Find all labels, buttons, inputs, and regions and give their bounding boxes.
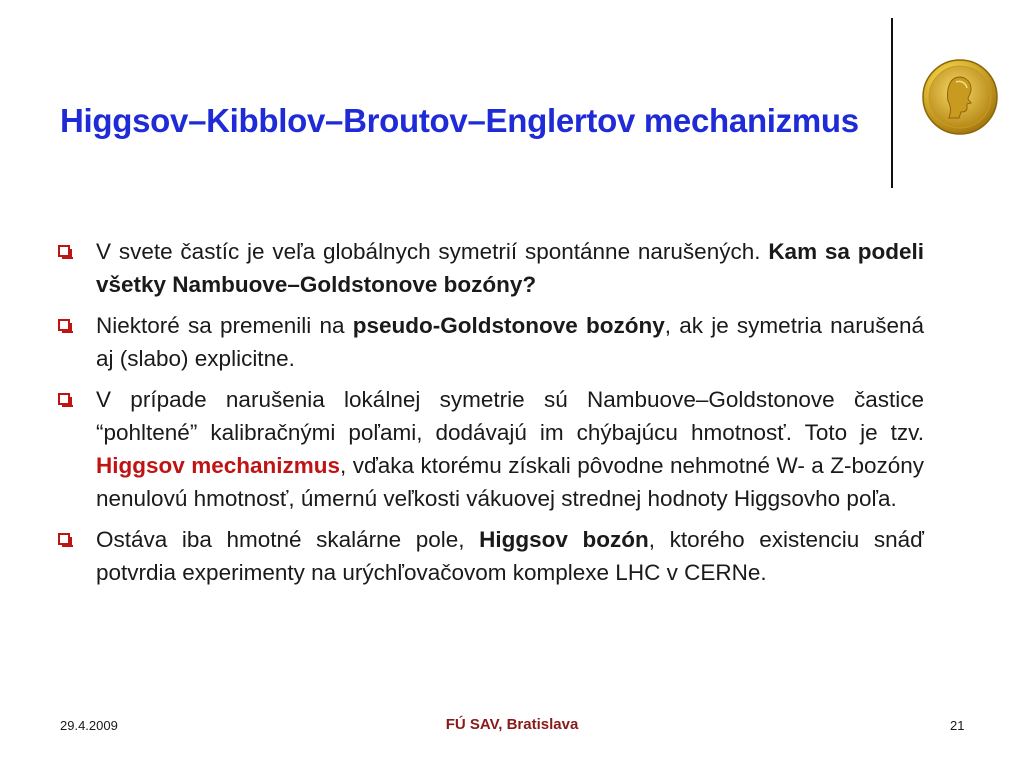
- bullet-3-highlight: Higgsov mechanizmus: [96, 453, 341, 478]
- bullet-box-icon: [58, 245, 70, 257]
- footer-page-number: 21: [950, 718, 965, 733]
- bullet-3-text-a: V prípade narušenia lokálnej symetrie sú Nambuove–Goldstonove častice “pohltené” kalibračnými poľami, dodávajú im chýbajúcu hmotnosť. Toto je tzv.: [96, 387, 924, 445]
- title-divider: [891, 18, 893, 188]
- bullet-4-bold: Higgsov bozón: [479, 527, 649, 552]
- bullet-4-text-b: , ktorého existenciu snáď potvrdia experimenty na urýchľovačovom komplexe LHC v CERNe.: [96, 527, 924, 585]
- bullet-item-2: [58, 309, 924, 375]
- bullet-1-text: V svete častíc je veľa globálnych symetrií spontánne narušených.: [96, 239, 769, 264]
- slide-title: Higgsov–Kibblov–Broutov–Englertov mechanizmus: [60, 102, 859, 139]
- footer-date: 29.4.2009: [60, 718, 118, 733]
- bullet-item-3: [58, 383, 924, 515]
- bullet-box-icon: [58, 533, 70, 545]
- bullet-3-text-b: , vďaka ktorému získali pôvodne nehmotné W- a Z-bozóny nenulovú hmotnosť, úmernú veľkosti vákuovej strednej hodnoty Higgsovho poľa.: [96, 453, 924, 511]
- bullet-item-1: [58, 235, 924, 301]
- bullet-1-bold: Kam sa podeli všetky Nambuove–Goldstonove bozóny?: [96, 239, 924, 297]
- bullet-2-text-b: , ak je symetria narušená aj (slabo) explicitne.: [96, 313, 924, 371]
- nobel-medal-icon: [921, 58, 999, 136]
- bullet-4-text-a: Ostáva iba hmotné skalárne pole,: [96, 527, 480, 552]
- bullet-item-4: [58, 523, 924, 589]
- bullet-box-icon: [58, 319, 70, 331]
- bullet-2-text-a: Niektoré sa premenili na: [96, 313, 353, 338]
- footer-institution: FÚ SAV, Bratislava: [445, 716, 579, 733]
- bullet-list: [58, 235, 924, 597]
- bullet-2-bold: pseudo-Goldstonove bozóny: [352, 313, 665, 338]
- bullet-box-icon: [58, 393, 70, 405]
